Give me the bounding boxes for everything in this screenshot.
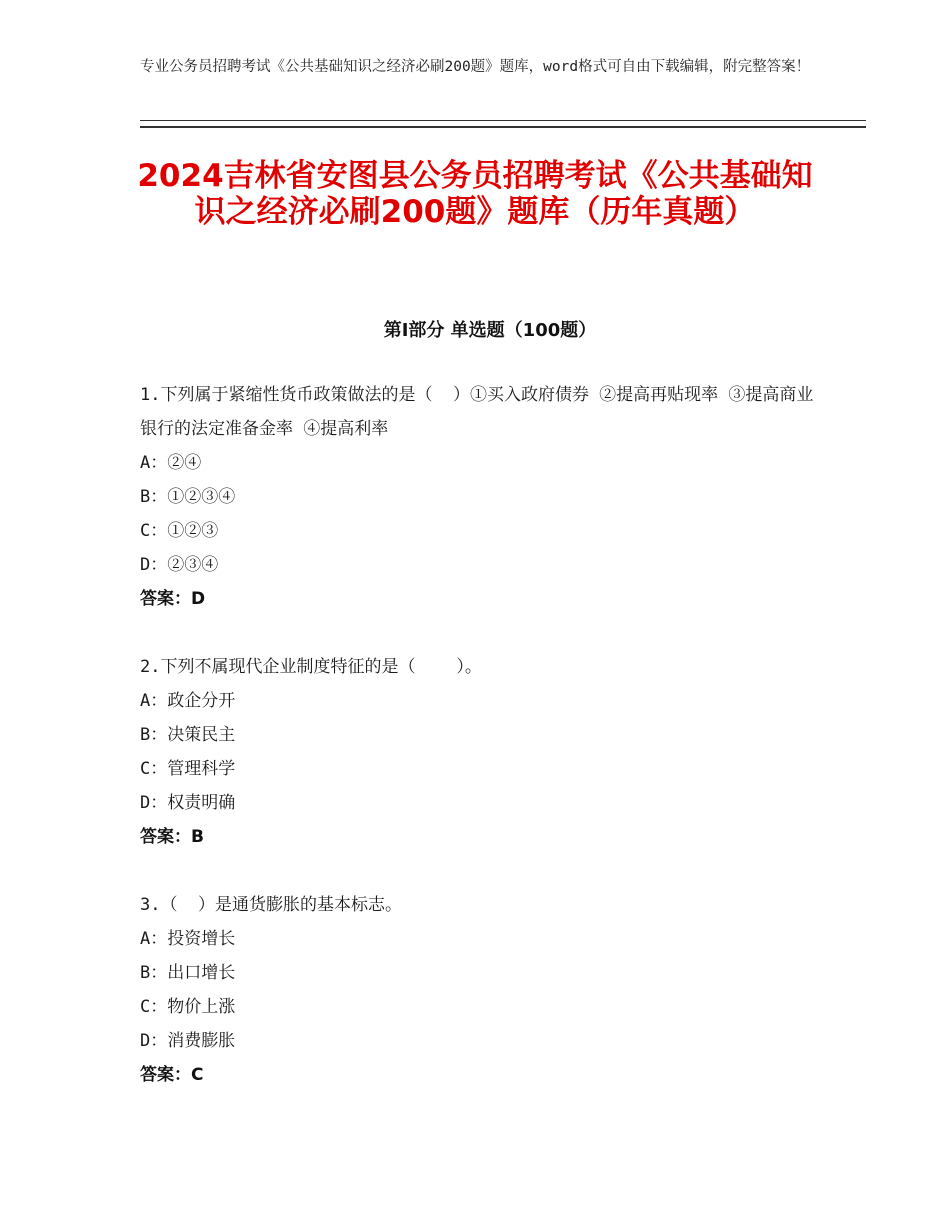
question-3 bbox=[140, 888, 830, 1092]
question-list bbox=[140, 378, 830, 1126]
option-d: D：权责明确 bbox=[140, 793, 236, 813]
option-c: C：管理科学 bbox=[140, 759, 236, 779]
answer-line: 答案：C bbox=[140, 1065, 204, 1085]
answer-line: 答案：B bbox=[140, 827, 204, 847]
question-stem: 1.下列属于紧缩性货币政策做法的是（ ）①买入政府债券 ②提高再贴现率 ③提高商业银行的法定准备金率 ④提高利率 bbox=[140, 385, 814, 439]
question-1 bbox=[140, 378, 830, 616]
document-title: 2024吉林省安图县公务员招聘考试《公共基础知识之经济必刷200题》题库（历年真题） bbox=[137, 158, 813, 230]
option-b: B：出口增长 bbox=[140, 963, 236, 983]
option-a: A：②④ bbox=[140, 453, 202, 473]
option-a: A：投资增长 bbox=[140, 929, 236, 949]
question-stem: 2.下列不属现代企业制度特征的是（ ）。 bbox=[140, 657, 482, 677]
option-c: C：物价上涨 bbox=[140, 997, 236, 1017]
section-heading: 第Ⅰ部分 单选题（100题） bbox=[383, 320, 597, 341]
option-d: D：消费膨胀 bbox=[140, 1031, 236, 1051]
answer-line: 答案：D bbox=[140, 589, 206, 609]
option-c: C：①②③ bbox=[140, 521, 219, 541]
question-2 bbox=[140, 650, 830, 854]
header-divider bbox=[140, 120, 866, 128]
option-d: D：②③④ bbox=[140, 555, 219, 575]
option-a: A：政企分开 bbox=[140, 691, 236, 711]
header-note: 专业公务员招聘考试《公共基础知识之经济必刷200题》题库，word格式可自由下载编辑，附完整答案！ bbox=[140, 59, 811, 75]
option-b: B：决策民主 bbox=[140, 725, 236, 745]
option-b: B：①②③④ bbox=[140, 487, 236, 507]
question-stem: 3.（ ）是通货膨胀的基本标志。 bbox=[140, 895, 402, 915]
